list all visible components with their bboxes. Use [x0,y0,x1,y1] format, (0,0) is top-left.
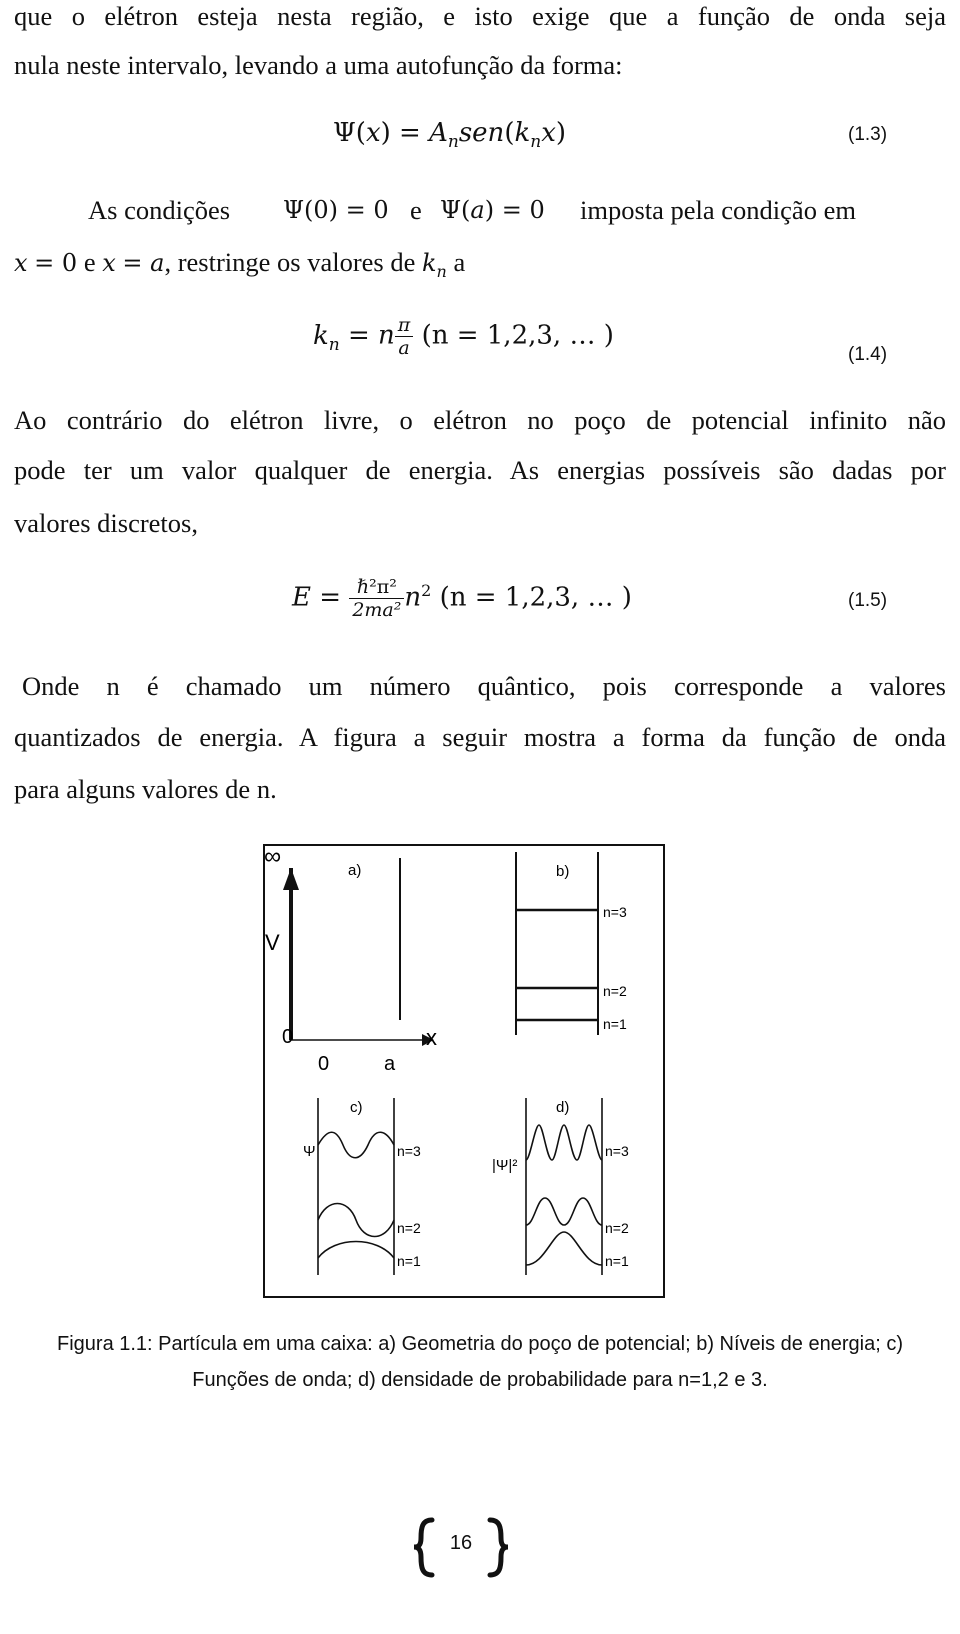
fraction-denominator: a [398,337,410,359]
panel-a-label: a) [348,862,362,879]
paragraph-line: Onde n é chamado um número quântico, pois corresponde a valores [22,671,946,701]
fraction-denominator: 2ma² [352,599,402,621]
equation-1-5: E = $\frac{\text{ℏ²π²}}{\text{2ma²}}$ $n^2$ (n = 1,2,3, … ) [292,576,632,621]
wavefunction-n3 [318,1132,394,1158]
panel-c [318,1098,394,1275]
panel-b-label: b) [556,863,570,880]
figure-caption-line: Figura 1.1: Partícula em uma caixa: a) Geometria do poço de potencial; b) Níveis de energia; c) [57,1333,903,1355]
equation-number: (1.5) [848,590,888,611]
equation-number: (1.3) [848,124,888,145]
paragraph-line: que o elétron esteja nesta região, e isto exige que a função de onda seja [14,1,946,31]
zero-x-label: 0 [318,1053,330,1075]
paragraph-line: Ao contrário do elétron livre, o elétron no poço de potencial infinito não [14,405,946,435]
level-n3-label: n=3 [397,1143,421,1159]
density-n2 [526,1198,602,1225]
zero-v-label: 0 [282,1026,294,1048]
level-n2-label: n=2 [605,1220,629,1236]
level-n2-label: n=2 [603,983,627,999]
level-n1-label: n=1 [397,1253,421,1269]
wavefunction-n1 [318,1242,394,1259]
infinity-label: ∞ [264,843,282,870]
equation-range: (n = 1,2,3, … ) [421,320,614,351]
paragraph-line: pode ter um valor qualquer de energia. As energias possíveis são dadas por [14,455,946,485]
level-n3-label: n=3 [603,904,627,920]
level-n2-label: n=2 [397,1220,421,1236]
wavefunction-n2 [318,1204,394,1237]
panel-d-label: d) [556,1099,570,1116]
psi-label: Ψ [303,1143,316,1160]
fraction-numerator: π [395,314,414,337]
paragraph-line: nula neste intervalo, levando a uma autofunção da forma: [14,50,623,80]
paragraph-line: valores discretos, [14,508,198,538]
paragraph-line: x = 0 e x = a, restringe os valores de $k_n$ a [14,247,466,281]
equation-number: (1.4) [848,344,888,365]
a-label: a [384,1053,396,1075]
panel-a [283,858,434,1046]
level-n1-label: n=1 [605,1253,629,1269]
x-axis-label: x [426,1025,437,1050]
paragraph-line: para alguns valores de n. [14,774,277,804]
fraction-numerator: ℏ²π² [349,576,404,599]
paragraph-line: quantizados de energia. A figura a seguir mostra a forma da função de onda [14,722,946,752]
psi-squared-label: |Ψ|² [492,1157,518,1174]
panel-d [526,1098,602,1275]
equation-1-3: $\Psi(x) = A_nsen(k_nx)$ [333,118,567,153]
figure-caption-line: Funções de onda; d) densidade de probabilidade para n=1,2 e 3. [192,1369,768,1391]
level-n1-label: n=1 [603,1016,627,1032]
equation-1-4: $k_n = n$ $\frac{\pi}{a}$ (n = 1,2,3, … ) [313,314,614,359]
equation-range: (n = 1,2,3, … ) [439,582,632,613]
panel-c-label: c) [350,1099,363,1116]
page-number: 16 [449,1532,473,1554]
density-n3 [526,1125,602,1160]
level-n3-label: n=3 [605,1143,629,1159]
v-axis-label: V [265,930,280,955]
density-n1 [526,1232,602,1265]
